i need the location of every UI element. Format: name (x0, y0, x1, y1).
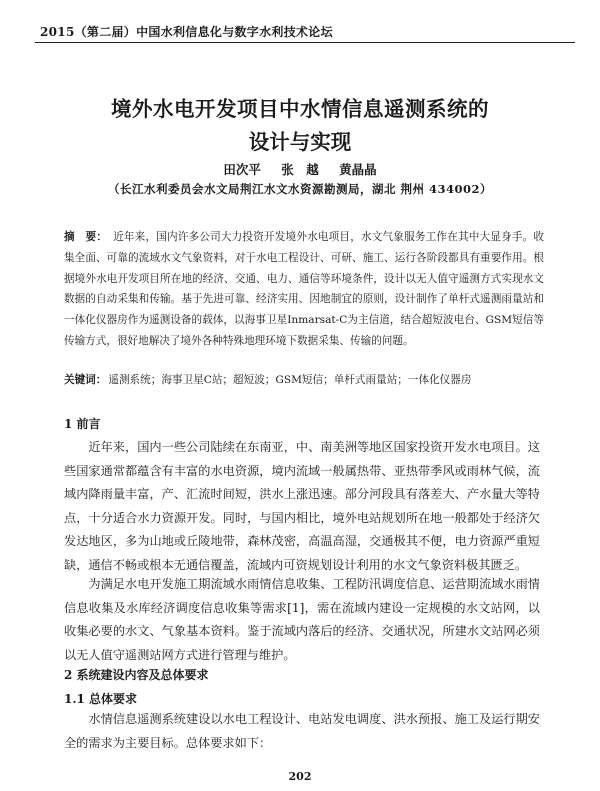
author-name: 张 越 (281, 162, 319, 177)
abstract-text: 近年来，国内许多公司大力投资开发境外水电项目，水文气象服务工作在其中大显身手。收集全面、可靠的流域水文气象资料，对于水电工程设计、可研、施工、运行各阶段都具有重要作用。根据境外水电开发项目所在地的经济、交通、电力、通信等环境条件，设计以无人值守遥测方式实现水文数据的自动采集和传输。基于先进可靠、经济实用、因地制宜的原则，设计制作了单杆式遥测雨量站和一体化仪器房作为遥测设备的载体，以海事卫星Inmarsat-C为主信道，结合超短波电台、GSM短信等传输方式，很好地解决了境外各种特殊地理环境下数据采集、传输的问题。 (64, 231, 544, 347)
body-paragraph: 近年来，国内一些公司陆续在东南亚，中、南美洲等地区国家投资开发水电项目。这些国家通常都蕴含有丰富的水电资源，境内流域一般属热带、亚热带季风或雨林气候，流域内降雨量丰富，产、汇流时间短，洪水上涨迅速。部分河段具有落差大、产水量大等特点，十分适合水力资源开发。同时，与国内相比，境外电站规划所在地一般都处于经济欠发达地区，多为山地或丘陵地带，森林茂密，高温高湿，交通极其不便，电力资源严重短缺，通信不畅或根本无通信覆盖，流域内可资规划设计利用的水文气象资料极其匮乏。 (64, 440, 540, 572)
page-number: 202 (288, 770, 312, 783)
body-paragraph: 为满足水电开发施工期流域水雨情信息收集、工程防汛调度信息、运营期流域水雨情信息收集及水库经济调度信息收集等需求[1]，需在流域内建设一定规模的水文站网，以收集必要的水文、气象基本资料。鉴于流域内落后的经济、交通状况，所建水文站网必须以无人值守遥测站网方式进行管理与维护。 (64, 577, 540, 662)
abstract (64, 227, 544, 352)
abstract-label: 摘 要： (64, 231, 108, 243)
section-heading: 2 系统建设内容及总体要求 (64, 668, 209, 682)
keywords-text: 遥测系统；海事卫星C站；超短波；GSM短信；单杆式雨量站；一体化仪器房 (108, 374, 472, 386)
running-header: 2015（第二届）中国水利信息化与数字水利技术论坛 (40, 25, 333, 39)
affiliation: （长江水利委员会水文局荆江水文水资源勘测局，湖北 荆州 434002） (107, 182, 492, 196)
subsection-heading: 1.1 总体要求 (64, 692, 138, 706)
section-heading: 1 前言 (64, 417, 101, 431)
paper-title-line1: 境外水电开发项目中水情信息遥测系统的 (111, 97, 489, 121)
author-name: 黄晶晶 (339, 162, 377, 177)
paper-title-line2: 设计与实现 (248, 130, 352, 154)
author-name: 田次平 (223, 162, 261, 177)
header-rule (35, 42, 575, 43)
keywords-label: 关键词： (64, 374, 107, 386)
keywords (64, 372, 544, 387)
body-paragraph: 水情信息遥测系统建设以水电工程设计、电站发电调度、洪水预报、施工及运行期安全的需求为主要目标。总体要求如下： (64, 712, 540, 750)
author-list (0, 160, 600, 178)
